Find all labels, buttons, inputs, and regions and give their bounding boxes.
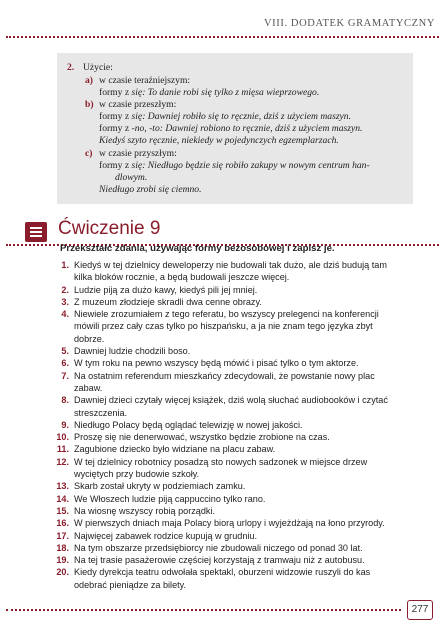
item-text: Kiedyś w tej dzielnicy deweloperzy nie budowali tak dużo, ale dziś budują tam kilka bloków rocznie, a będą budowali jeszcze więcej. (74, 260, 387, 283)
section-label: c) (85, 148, 93, 159)
exercise-items-list (47, 259, 397, 591)
section-heading-text: w czasie przeszłym: (99, 99, 177, 110)
item-text: Proszę się nie denerwować, wszystko będzie zrobione na czas. (74, 432, 330, 443)
item-number: 15. (56, 505, 69, 516)
example-prefix: formy z (99, 160, 132, 171)
item-number: 2. (61, 284, 69, 295)
exercise-item (47, 431, 397, 443)
top-dotted-rule (6, 36, 439, 38)
exercise-icon (25, 222, 47, 242)
example-line: Niedługo zrobi się ciemno. (99, 184, 202, 195)
item-text: Najwięcej zabawek rodzice kupują w grudniu. (74, 530, 257, 541)
item-number: 11. (56, 444, 69, 455)
exercise-item (47, 345, 397, 357)
item-text: Na wiosnę wszyscy robią porządki. (74, 505, 216, 516)
item-number: 3. (61, 296, 69, 307)
exercise-item (47, 505, 397, 517)
item-text: We Włoszech ludzie piją cappuccino tylko rano. (74, 493, 266, 504)
item-text: Niedługo Polacy będą oglądać telewizję w nowej jakości. (74, 419, 303, 430)
usage-number: 2. (67, 62, 75, 73)
item-text: Z muzeum złodzieje skradli dwa cenne obrazy. (74, 296, 262, 307)
exercise-item (47, 542, 397, 554)
section-heading-text: w czasie teraźniejszym: (99, 75, 191, 86)
example-text: : To danie robi się tylko z mięsa wieprzowego. (142, 87, 320, 98)
item-number: 17. (56, 530, 69, 541)
exercise-item (47, 259, 397, 284)
example-line (99, 87, 319, 99)
item-text: Skarb został ukryty w podziemiach zamku. (74, 481, 246, 492)
item-text: Dawniej ludzie chodzili boso. (74, 346, 191, 357)
example-line: Kiedyś szyto ręcznie, niekiedy w pojedynczych egzemplarzach. (99, 135, 339, 146)
example-line (99, 123, 362, 135)
item-number: 7. (61, 370, 69, 381)
example-prefix: formy z (99, 87, 132, 98)
item-number: 19. (56, 555, 69, 566)
exercise-item (47, 296, 397, 308)
page-number: 277 (407, 600, 433, 620)
exercise-item (47, 284, 397, 296)
example-form: -no, -to (131, 123, 160, 134)
section-label: a) (85, 75, 93, 86)
item-number: 4. (61, 309, 69, 320)
bottom-dotted-rule (6, 609, 401, 611)
item-number: 13. (56, 481, 69, 492)
section-b-heading (85, 99, 176, 111)
item-number: 9. (61, 419, 69, 430)
exercise-item (47, 517, 397, 529)
item-number: 14. (56, 493, 69, 504)
item-text: W pierwszych dniach maja Polacy biorą urlopy i wyjeżdżają na łono przyrody. (74, 518, 385, 529)
example-form: się (131, 160, 143, 171)
item-text: Kiedy dyrekcja teatru odwołała spektakl, oburzeni widzowie ruszyli do kas odebrać pieniądze za bilety. (74, 567, 371, 590)
item-number: 8. (61, 395, 69, 406)
example-form: się (131, 111, 143, 122)
section-heading-text: w czasie przyszłym: (99, 148, 177, 159)
example-prefix: formy z (99, 111, 132, 122)
exercise-item (47, 419, 397, 431)
usage-heading (67, 62, 113, 74)
exercise-item (47, 530, 397, 542)
exercise-item (47, 443, 397, 455)
section-label: b) (85, 99, 94, 110)
item-number: 6. (61, 358, 69, 369)
item-number: 20. (56, 567, 69, 578)
item-text: Na tym obszarze przedsiębiorcy nie zbudowali niczego od ponad 30 lat. (74, 542, 363, 553)
example-line (99, 111, 351, 123)
item-number: 16. (56, 518, 69, 529)
item-number: 10. (56, 432, 69, 443)
example-line: dlowym. (115, 172, 148, 183)
exercise-item (47, 370, 397, 395)
exercise-instruction: Przekształć zdania, używając formy bezosobowej i zapisz je. (60, 243, 335, 254)
usage-title: Użycie: (83, 62, 113, 73)
example-text: : Niedługo będzie się robiło zakupy w nowym centrum han- (142, 160, 370, 171)
exercise-item (47, 554, 397, 566)
section-c-heading (85, 148, 177, 160)
item-text: Na tej trasie pasażerowie częściej korzystają z tramwaju niż z autobusu. (74, 555, 365, 566)
usage-box (57, 53, 413, 204)
exercise-title: Ćwiczenie 9 (58, 218, 161, 239)
exercise-item (47, 480, 397, 492)
item-number: 1. (61, 260, 69, 270)
item-text: W tym roku na pewno wszyscy będą mówić i pisać tylko o tym aktorze. (74, 358, 359, 369)
example-prefix: formy z (99, 123, 132, 134)
example-line (99, 160, 370, 172)
section-a-heading (85, 75, 190, 87)
example-text: : Dawniej robiło się to ręcznie, dziś z użyciem maszyn. (142, 111, 352, 122)
example-text: : Dawniej robiono to ręcznie, dziś z użyciem maszyn. (159, 123, 363, 134)
item-number: 18. (56, 542, 69, 553)
exercise-item (47, 357, 397, 369)
item-text: Niewiele zrozumiałem z tego referatu, bo wszyscy prelegenci na konferencji mówili przez cały czas tylko po hiszpańsku, a ja nie znam tego języka zbyt dobrze. (74, 309, 379, 344)
item-text: Dawniej dzieci czytały więcej książek, dziś wolą słuchać audiobooków i czytać streszczenia. (74, 395, 388, 418)
exercise-item (47, 308, 397, 345)
item-text: W tej dzielnicy robotnicy posadzą sto nowych sadzonek w miejsce drzew wyciętych przy budowie szkoły. (74, 456, 368, 480)
running-header: VIII. DODATEK GRAMATYCZNY (263, 18, 435, 29)
example-form: się (131, 87, 143, 98)
item-number: 12. (56, 456, 69, 467)
item-text: Ludzie piją za dużo kawy, kiedyś pili jej mniej. (74, 284, 258, 295)
exercise-item (47, 566, 397, 591)
item-text: Na ostatnim referendum mieszkańcy zdecydowali, że powstanie nowy plac zabaw. (74, 370, 375, 393)
exercise-item (47, 394, 397, 419)
exercise-item (47, 456, 397, 481)
exercise-item (47, 493, 397, 505)
item-text: Zagubione dziecko było widziane na placu zabaw. (74, 444, 276, 455)
item-number: 5. (61, 346, 69, 357)
